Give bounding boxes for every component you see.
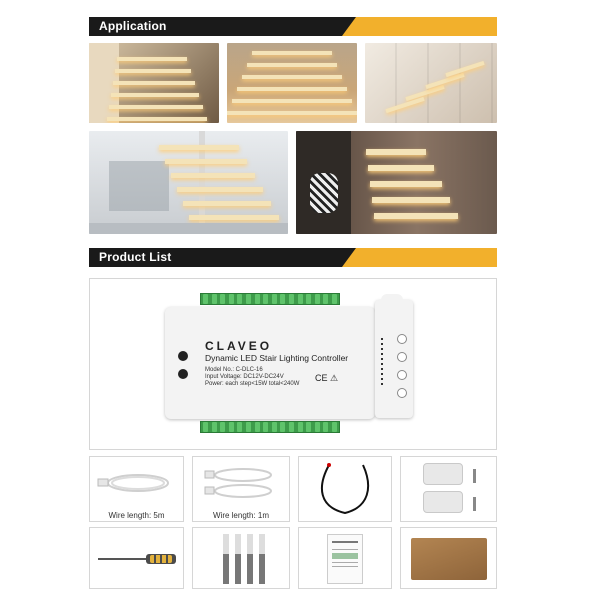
product-list-header: [89, 248, 497, 267]
mode-button-icon: [397, 388, 407, 398]
mounting-clip-icon: [423, 463, 463, 485]
top-terminal-strip: [200, 293, 340, 305]
packaging-box-icon: [411, 538, 487, 580]
mode-button-icon: [397, 370, 407, 380]
accessory-card-sensor-cable: [298, 456, 392, 522]
mounting-clip-icon: [423, 491, 463, 513]
sensor-port-icon: [178, 351, 188, 361]
accessory-card-extension-wire-5m: [89, 456, 184, 522]
accessory-card-user-manual: [298, 527, 392, 589]
controller-title: Dynamic LED Stair Lighting Controller: [205, 353, 349, 363]
accessory-caption: Wire length: 1m: [212, 511, 270, 520]
screw-anchor-icon: [247, 534, 253, 584]
controller-power: Power: each step<15W total<240W: [205, 381, 300, 387]
screw-icon: [473, 497, 476, 511]
wire-coil-icon: [193, 457, 291, 507]
application-header: [89, 17, 497, 36]
screw-anchor-icon: [259, 534, 265, 584]
stair-lighting-controller: [165, 307, 375, 419]
sensor-port-icon: [178, 369, 188, 379]
controller-input: Input Voltage: DC12V-DC24V: [205, 374, 284, 380]
accessory-card-extension-wire-1m: [192, 456, 290, 522]
application-title: Application: [99, 19, 167, 33]
accessory-card-screwdriver: [89, 527, 184, 589]
screw-anchor-icon: [235, 534, 241, 584]
controller-model: Model No.: C-DLC-16: [205, 367, 263, 373]
product-list-title: Product List: [99, 250, 172, 264]
brand-logo: CLAVEO: [205, 339, 273, 353]
controller-button-panel: [375, 300, 413, 418]
accessory-card-screws-anchors: [192, 527, 290, 589]
accessory-card-packaging-box: [400, 527, 497, 589]
mode-button-icon: [397, 352, 407, 362]
accessory-card-mounting-clips: [400, 456, 497, 522]
screw-anchor-icon: [223, 534, 229, 584]
mode-button-icon: [397, 334, 407, 344]
sensor-cable-icon: [299, 457, 393, 523]
header-accent: [342, 248, 497, 267]
ce-mark-icon: CE ⚠: [315, 373, 339, 383]
manual-icon: [327, 534, 363, 584]
application-photo-2: [227, 43, 357, 123]
screw-icon: [473, 469, 476, 483]
application-photo-1: [89, 43, 219, 123]
wire-coil-icon: [90, 457, 185, 507]
application-photo-4: [89, 131, 288, 234]
accessory-caption: Wire length: 5m: [108, 511, 165, 520]
application-photo-5: [296, 131, 497, 234]
application-photo-3: [365, 43, 497, 123]
bottom-terminal-strip: [200, 421, 340, 433]
header-accent: [342, 17, 497, 36]
screwdriver-icon: [98, 558, 148, 560]
